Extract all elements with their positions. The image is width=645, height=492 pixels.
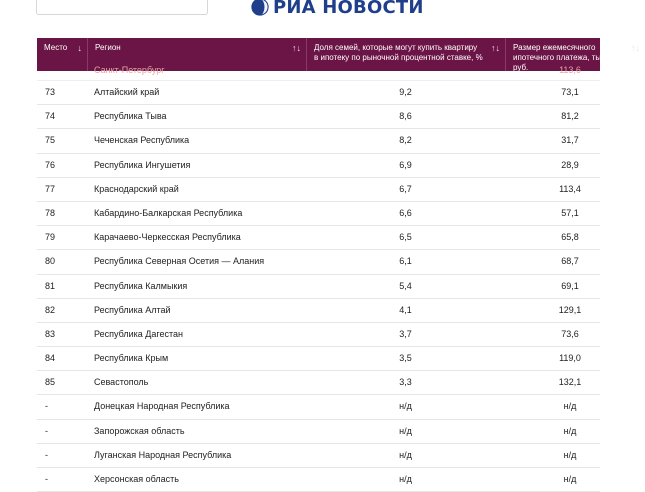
table-row [37, 202, 600, 226]
column-header-region[interactable]: Регион ↑↓ [87, 38, 306, 71]
row-payment: н/д [563, 401, 577, 412]
sort-icon[interactable]: ↑↓ [631, 43, 640, 53]
row-region: Карачаево-Черкесская Республика [94, 232, 241, 243]
row-payment: н/д [563, 449, 577, 460]
row-payment: 129,1 [558, 304, 582, 315]
row-place: - [45, 425, 48, 436]
row-place: 78 [45, 207, 56, 218]
row-place: 81 [45, 280, 56, 291]
row-payment: 81,2 [561, 111, 579, 122]
row-share: 3,7 [399, 328, 412, 339]
row-payment: 65,8 [561, 232, 579, 243]
row-payment: 68,7 [561, 256, 579, 267]
row-region: Чеченская Республика [94, 135, 190, 146]
row-share: 3,5 [399, 353, 412, 364]
row-share: 5,4 [399, 280, 412, 291]
table-row [37, 250, 600, 274]
row-share: 6,6 [399, 207, 412, 218]
table-row [37, 81, 600, 105]
row-place: 80 [45, 256, 56, 267]
row-region: Херсонская область [94, 474, 179, 484]
row-region: Луганская Народная Республика [94, 449, 232, 460]
row-payment: 113,4 [559, 183, 581, 194]
table-row [37, 444, 600, 468]
column-header-place[interactable]: Место ↓ [44, 43, 82, 53]
row-region: Республика Дагестан [94, 328, 183, 339]
row-place: 85 [45, 377, 56, 388]
row-region: Донецкая Народная Республика [94, 401, 230, 412]
row-share: 9,2 [399, 87, 412, 97]
row-payment: 28,9 [561, 159, 579, 170]
row-share: 8,2 [399, 135, 412, 146]
row-place: - [45, 474, 48, 484]
table-row [37, 129, 600, 153]
row-place: 75 [45, 135, 56, 146]
ria-logo[interactable] [251, 0, 424, 18]
table-row [37, 275, 600, 299]
row-region: Запорожская область [94, 425, 185, 436]
row-place: 82 [45, 304, 56, 315]
row-share: 3,3 [399, 377, 412, 388]
row-payment: 73,1 [561, 87, 579, 97]
table-row [37, 371, 600, 395]
table-row [37, 226, 600, 250]
column-header-share[interactable]: Доля семей, которые могут купить квартиру в ипотеку по рыночной процентной ставке, % ↑↓ [306, 38, 505, 71]
row-place: - [45, 401, 48, 412]
row-region: Республика Алтай [94, 304, 171, 315]
row-share: 6,9 [399, 159, 412, 170]
row-place: 76 [45, 159, 56, 170]
row-payment: 69,1 [561, 280, 579, 291]
table-row [37, 105, 600, 129]
column-header-payment[interactable]: Размер ежемесячного ипотечного платежа, тыс. руб. ↑↓ [505, 38, 645, 71]
row-region: Республика Ингушетия [94, 159, 191, 170]
table-row [37, 299, 600, 323]
table-row [37, 347, 600, 371]
row-share: н/д [399, 401, 412, 412]
row-payment: 31,7 [561, 135, 579, 146]
table-row-partial [37, 65, 600, 81]
row-region: Республика Тыва [94, 111, 167, 122]
ria-logo-icon [251, 0, 269, 16]
row-share: 8,6 [399, 111, 412, 122]
filter-select[interactable] [36, 0, 208, 15]
row-region: Санкт-Петербург [94, 65, 165, 75]
row-share: н/д [399, 474, 412, 484]
row-region: Севастополь [94, 377, 149, 388]
top-bar [0, 0, 600, 38]
row-region: Краснодарский край [94, 183, 179, 194]
row-place: 84 [45, 353, 56, 364]
table-row [37, 323, 600, 347]
row-region: Кабардино-Балкарская Республика [94, 207, 243, 218]
row-region: Республика Северная Осетия — Алания [94, 256, 265, 267]
row-place: 74 [45, 111, 56, 122]
row-share: н/д [399, 449, 412, 460]
row-share: 6,1 [399, 256, 412, 267]
row-payment: н/д [563, 425, 577, 436]
row-place: 77 [45, 183, 56, 194]
table-body [37, 81, 600, 492]
row-place: 73 [45, 87, 56, 97]
ranking-table [37, 38, 640, 484]
row-payment: 73,6 [561, 328, 579, 339]
row-share: 4,1 [399, 304, 412, 315]
row-share: н/д [399, 425, 412, 436]
sort-desc-icon[interactable]: ↓ [77, 43, 82, 53]
table-row [37, 178, 600, 202]
row-payment: н/д [563, 474, 577, 484]
table-row [37, 395, 600, 419]
table-row [37, 468, 600, 492]
table-row [37, 420, 600, 444]
row-payment: 132,1 [558, 377, 582, 388]
row-place: - [45, 449, 48, 460]
row-payment: 113,6 [559, 65, 581, 75]
table-row [37, 154, 600, 178]
sort-icon[interactable]: ↑↓ [491, 43, 500, 53]
brand-name: РИА НОВОСТИ [273, 0, 424, 18]
row-region: Республика Крым [94, 353, 169, 364]
row-share: 6,7 [399, 183, 412, 194]
row-place: 83 [45, 328, 56, 339]
row-payment: 119,0 [559, 353, 581, 364]
row-payment: 57,1 [561, 207, 579, 218]
row-share: 6,5 [399, 232, 412, 243]
row-region: Алтайский край [94, 87, 160, 97]
sort-icon[interactable]: ↑↓ [292, 43, 301, 53]
row-place: 79 [45, 232, 56, 243]
row-region: Республика Калмыкия [94, 280, 188, 291]
